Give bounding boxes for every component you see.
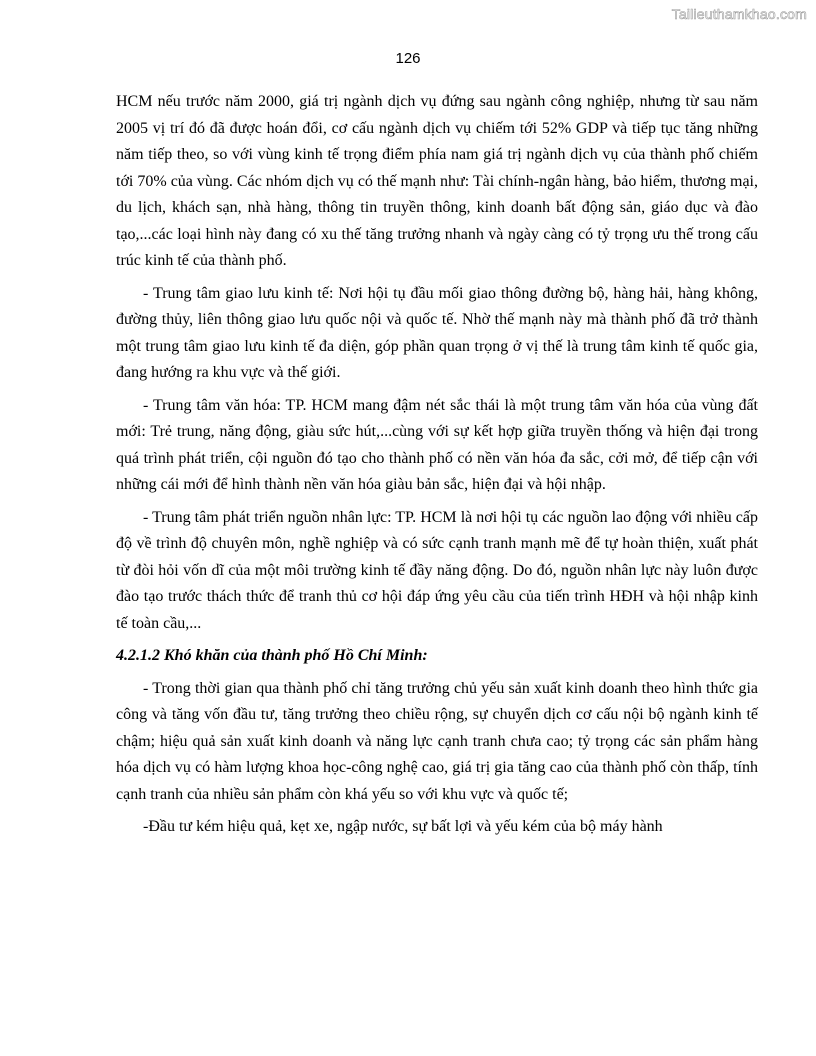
page-number: 126 [395, 50, 421, 67]
paragraph-cultural-center: - Trung tâm văn hóa: TP. HCM mang đậm nét sắc thái là một trung tâm văn hóa của vùng đất mới: Trẻ trung, năng động, giàu sức hút,...cùng với sự kết hợp giữa truyền thống và hiện đại trong quá trình phát triển, cội nguồn đó tạo cho thành phố có nền văn hóa đa sắc, cởi mở, để tiếp cận với những cái mới để hình thành nền văn hóa giàu bản sắc, hiện đại và hội nhập. [116, 396, 758, 493]
paragraph-economic-exchange-center: - Trung tâm giao lưu kinh tế: Nơi hội tụ đầu mối giao thông đường bộ, hàng hải, hàng không, đường thủy, liên thông giao lưu quốc nội và quốc tế. Nhờ thế mạnh này mà thành phố đã trở thành một trung tâm giao lưu kinh tế đa diện, góp phần quan trọng ở vị thế là trung tâm kinh tế quốc gia, đang hướng ra khu vực và thế giới. [116, 284, 758, 381]
paragraph-difficulties-growth: - Trong thời gian qua thành phố chỉ tăng trưởng chủ yếu sản xuất kinh doanh theo hình thức gia công và tăng vốn đầu tư, tăng trưởng theo chiều rộng, sự chuyển dịch cơ cấu nội bộ ngành kinh tế chậm; hiệu quả sản xuất kinh doanh và năng lực cạnh tranh chưa cao; tỷ trọng các sản phẩm hàng hóa dịch vụ có hàm lượng khoa học-công nghệ cao, giá trị gia tăng cao của thành phố còn thấp, tính cạnh tranh của nhiều sản phẩm còn khá yếu so với khu vực và quốc tế; [116, 679, 758, 803]
paragraph-difficulties-investment: -Đầu tư kém hiệu quả, kẹt xe, ngập nước, sự bất lợi và yếu kém của bộ máy hành [143, 818, 663, 835]
watermark-text: Tailieuthamkhao.com [671, 6, 807, 22]
paragraph-continuation: HCM nếu trước năm 2000, giá trị ngành dịch vụ đứng sau ngành công nghiệp, nhưng từ sau năm 2005 vị trí đó đã được hoán đổi, cơ cấu ngành dịch vụ chiếm tới 52% GDP và tiếp tục tăng những năm tiếp theo, so với vùng kinh tế trọng điểm phía nam giá trị ngành dịch vụ của thành phố chiếm tới 70% của vùng. Các nhóm dịch vụ có thế mạnh như: Tài chính-ngân hàng, bảo hiểm, thương mại, du lịch, khách sạn, nhà hàng, thông tin truyền thông, kinh doanh bất động sản, giáo dục và đào tạo,...các loại hình này đang có xu thế tăng trưởng nhanh và ngày càng có tỷ trọng ưu thế trong cấu trúc kinh tế của thành phố. [116, 93, 758, 269]
section-heading: 4.2.1.2 Khó khăn của thành phố Hồ Chí Minh: [116, 647, 428, 664]
document-body [116, 89, 758, 847]
paragraph-human-resources-center: - Trung tâm phát triển nguồn nhân lực: TP. HCM là nơi hội tụ các nguồn lao động với nhiều cấp độ về trình độ chuyên môn, nghề nghiệp và có sức cạnh tranh mạnh mẽ để tự hoàn thiện, xuất phát từ đòi hỏi vốn dĩ của một môi trường kinh tế đầy năng động. Do đó, nguồn nhân lực này luôn được đào tạo trước thách thức để tranh thủ cơ hội đáp ứng yêu cầu của tiến trình HĐH và hội nhập kinh tế toàn cầu,... [116, 508, 758, 632]
